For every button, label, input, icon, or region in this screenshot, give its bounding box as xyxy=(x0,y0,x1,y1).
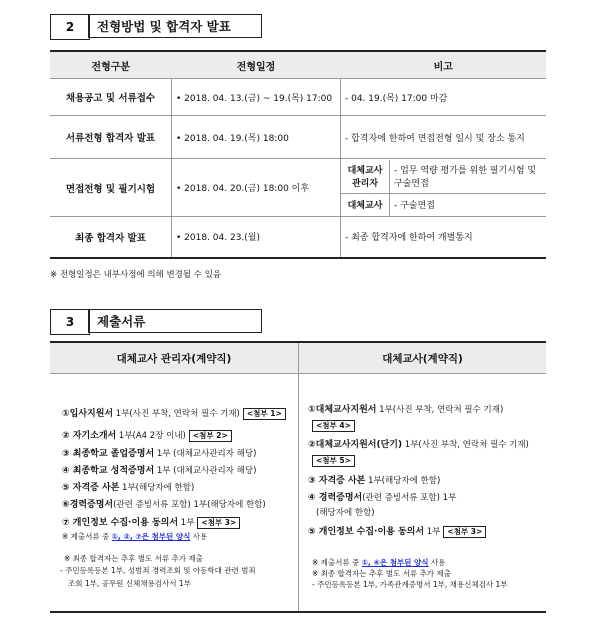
schedule-date: • 2018. 04. 13.(금) ~ 19.(목) 17:00 xyxy=(172,79,341,116)
final-note-detail: - 주민등록등본 1부, 성범죄 경력조회 및 아동학대 관련 범죄 xyxy=(60,566,256,575)
attachment-row xyxy=(312,455,355,467)
doc-item: ⑤ 개인정보 수집·이용 동의서 1부 <첨부 3> xyxy=(308,524,486,538)
section-title: 전형방법 및 합격자 발표 xyxy=(88,14,262,38)
doc-item: ③ 최종학교 졸업증명서 1부 (대체교사관리자 해당) xyxy=(62,449,257,459)
doc-item: ④ 최종학교 성적증명서 1부 (대체교사관리자 해당) xyxy=(62,466,257,476)
attachment-tag: <첨부 3> xyxy=(443,526,486,538)
column-header: 전형일정 xyxy=(172,51,341,79)
schedule-footnote: ※ 전형일정은 내부사정에 의해 변경될 수 있음 xyxy=(50,270,222,280)
section-number: 3 xyxy=(50,309,90,335)
table-row xyxy=(50,159,546,217)
doc-item: ⑦ 개인정보 수집·이용 동의서 1부 <첨부 3> xyxy=(62,515,240,529)
table-header-row xyxy=(50,51,546,79)
section-number: 2 xyxy=(50,14,90,40)
sub-label: 대체교사 관리자 xyxy=(341,160,390,194)
schedule-date: • 2018. 04. 23.(월) xyxy=(172,217,341,258)
final-note: ※ 최종 합격자는 추후 별도 서류 추가 제출 xyxy=(64,554,203,563)
documents-table xyxy=(50,341,546,613)
attachment-tag: <첨부 4> xyxy=(312,420,355,432)
schedule-type: 최종 합격자 발표 xyxy=(50,217,172,258)
doc-item: ①입사지원서 1부(사진 부착, 연락처 필수 기재) <첨부 1> xyxy=(62,406,286,420)
sub-text: - 업무 역량 평가를 위한 필기시험 및 구술면접 xyxy=(394,166,537,190)
doc-item-detail: (해당자에 한함) xyxy=(316,508,375,518)
schedule-type: 서류전형 합격자 발표 xyxy=(50,116,172,159)
doc-item: ①대체교사지원서 1부(사진 부착, 연락처 필수 기재) xyxy=(308,405,504,415)
schedule-date: • 2018. 04. 19.(목) 18:00 xyxy=(172,116,341,159)
doc-item: ④ 경력증명서(관련 증빙서류 포함) 1부 xyxy=(308,493,457,503)
sub-text: - 구술면접 xyxy=(390,194,547,216)
doc-item: ② 자기소개서 1부(A4 2장 이내) <첨부 2> xyxy=(62,428,232,442)
attachment-tag: <첨부 2> xyxy=(189,430,232,442)
column-header: 비고 xyxy=(341,51,547,79)
attachment-tag: <첨부 5> xyxy=(312,455,355,467)
final-note-detail: 조회 1부, 공무원 신체채용검사서 1부 xyxy=(68,579,191,588)
attachment-tag: <첨부 1> xyxy=(243,408,286,420)
form-note: ※ 제출서류 중 ①, ④은 첨부된 양식 사용 xyxy=(312,558,446,567)
interview-subtable xyxy=(341,160,546,216)
schedule-note: - 합격자에 한하여 면접전형 일시 및 장소 통지 xyxy=(341,116,547,159)
left-column-header: 대체교사 관리자(계약직) xyxy=(50,343,298,374)
doc-item: ⑥경력증명서(관련 증빙서류 포함) 1부(해당자에 한함) xyxy=(62,500,266,510)
section-title: 제출서류 xyxy=(88,309,262,333)
schedule-note: - 04. 19.(목) 17:00 마감 xyxy=(341,79,547,116)
schedule-type: 채용공고 및 서류접수 xyxy=(50,79,172,116)
form-note: ※ 제출서류 중 ①, ②, ⑦은 첨부된 양식 사용 xyxy=(62,532,208,541)
schedule-note xyxy=(341,159,547,217)
attachment-row xyxy=(312,420,355,432)
table-row xyxy=(50,116,546,159)
right-column-header: 대체교사(계약직) xyxy=(299,343,546,374)
attachment-tag: <첨부 3> xyxy=(197,517,240,529)
column-header: 전형구분 xyxy=(50,51,172,79)
schedule-date: • 2018. 04. 20.(금) 18:00 이후 xyxy=(172,159,341,217)
sub-label: 대체교사 xyxy=(341,194,390,216)
final-note-detail: - 주민등록등본 1부, 가족관계증명서 1부, 채용신체검사 1부 xyxy=(312,580,508,589)
schedule-table xyxy=(50,50,546,259)
table-row xyxy=(50,217,546,258)
doc-item: ⑤ 자격증 사본 1부(해당자에 한함) xyxy=(62,483,195,493)
column-divider xyxy=(298,343,299,611)
schedule-type: 면접전형 및 필기시험 xyxy=(50,159,172,217)
schedule-note: - 최종 합격자에 한하여 개별통지 xyxy=(341,217,547,258)
doc-item: ③ 자격증 사본 1부(해당자에 한함) xyxy=(308,476,441,486)
doc-item: ②대체교사지원서(단기) 1부(사진 부착, 연락처 필수 기재) xyxy=(308,440,529,450)
final-note: ※ 최종 합격자는 추후 별도 서류 추가 제출 xyxy=(312,569,451,578)
table-row xyxy=(50,79,546,116)
